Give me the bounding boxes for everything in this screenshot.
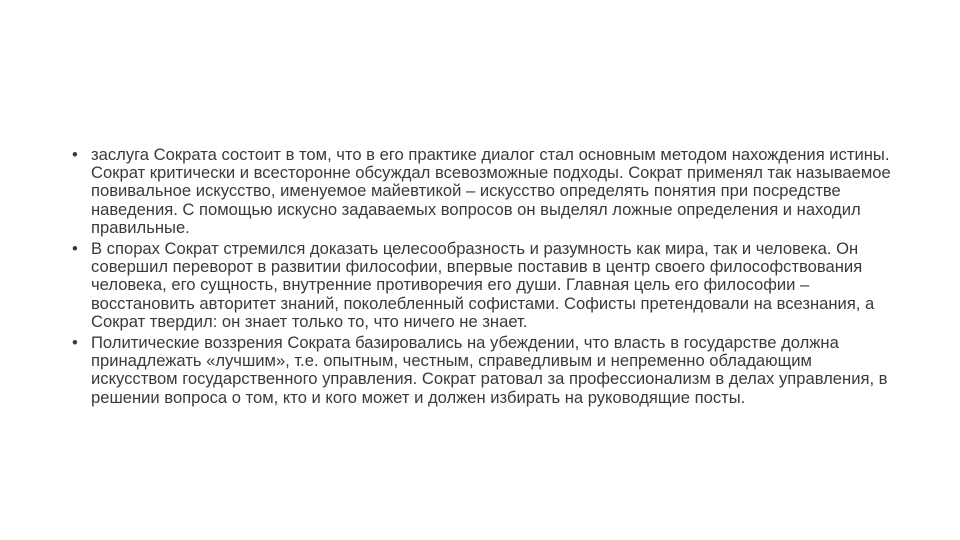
bullet-text-1: заслуга Сократа состоит в том, что в его практике диалог стал основным методом нахождения истины. Сократ критически и всесторонне обсуждал всевозможные подходы. Сократ применял так называемое повивальное искусство, именуемое майевтикой – искусство определять понятия при посредстве наведения. С помощью искусно задаваемых вопросов он выделял ложные определения и находил правильные.: [91, 145, 891, 237]
bullet-dot-icon: •: [72, 145, 78, 164]
bullet-text-2: В спорах Сократ стремился доказать целесообразность и разумность как мира, так и человека. Он совершил переворот в развитии философии, впервые поставив в центр своего философствования человека, его сущность, внутренние противоречия его души. Главная цель его философии – восстановить авторитет знаний, поколебленный софистами. Софисты претендовали на всезнания, а Сократ твердил: он знает только то, что ничего не знает.: [91, 239, 875, 331]
slide-body: [72, 146, 902, 410]
bullet-list: [72, 146, 902, 407]
bullet-text-3: Политические воззрения Сократа базировались на убеждении, что власть в государстве должна принадлежать «лучшим», т.е. опытным, честным, справедливым и непременно обладающим искусством государственного управления. Сократ ратовал за профессионализм в делах управления, в решении вопроса о том, кто и кого может и должен избирать на руководящие посты.: [91, 333, 888, 407]
bullet-dot-icon: •: [72, 333, 78, 353]
bullet-item-1: [72, 146, 902, 237]
bullet-dot-icon: •: [72, 239, 78, 259]
bullet-item-3: [72, 334, 902, 407]
bullet-item-2: [72, 240, 902, 331]
